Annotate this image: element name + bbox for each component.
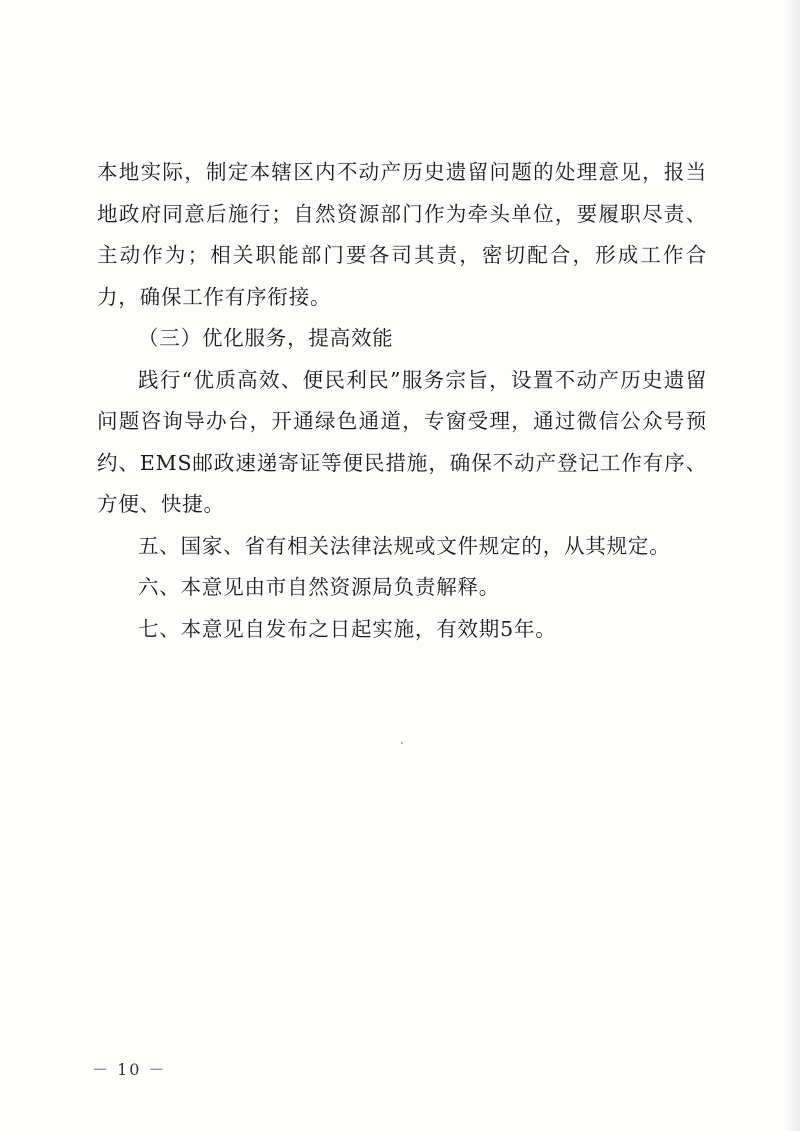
scan-speck (401, 742, 403, 744)
clause-six: 六、本意见由市自然资源局负责解释。 (138, 575, 501, 599)
clause-five: 五、国家、省有相关法律法规或文件规定的，从其规定。 (138, 533, 671, 558)
paragraph-continuation: 本地实际，制定本辖区内不动产历史遗留问题的处理意见，报当地政府同意后施行；自然资源部门作为牵头单位，要履职尽责、主动作为；相关职能部门要各司其责，密切配合，形成工作合力，确保工作有序衔接。 (97, 160, 707, 309)
paragraph-service-measures: 践行“优质高效、便民利民”服务宗旨，设置不动产历史遗留问题咨询导办台，开通绿色通道，专窗受理，通过微信公众号预约、EMS邮政速递寄证等便民措施，确保不动产登记工作有序、方便、快捷。 (97, 367, 707, 516)
document-body (97, 152, 707, 650)
page-edge-shadow (786, 0, 800, 1131)
section-heading-optimize-service: （三）优化服务，提高效能 (138, 326, 394, 350)
clause-seven: 七、本意见自发布之日起实施，有效期5年。 (138, 616, 557, 641)
page-number: － 10 － (92, 1060, 167, 1079)
